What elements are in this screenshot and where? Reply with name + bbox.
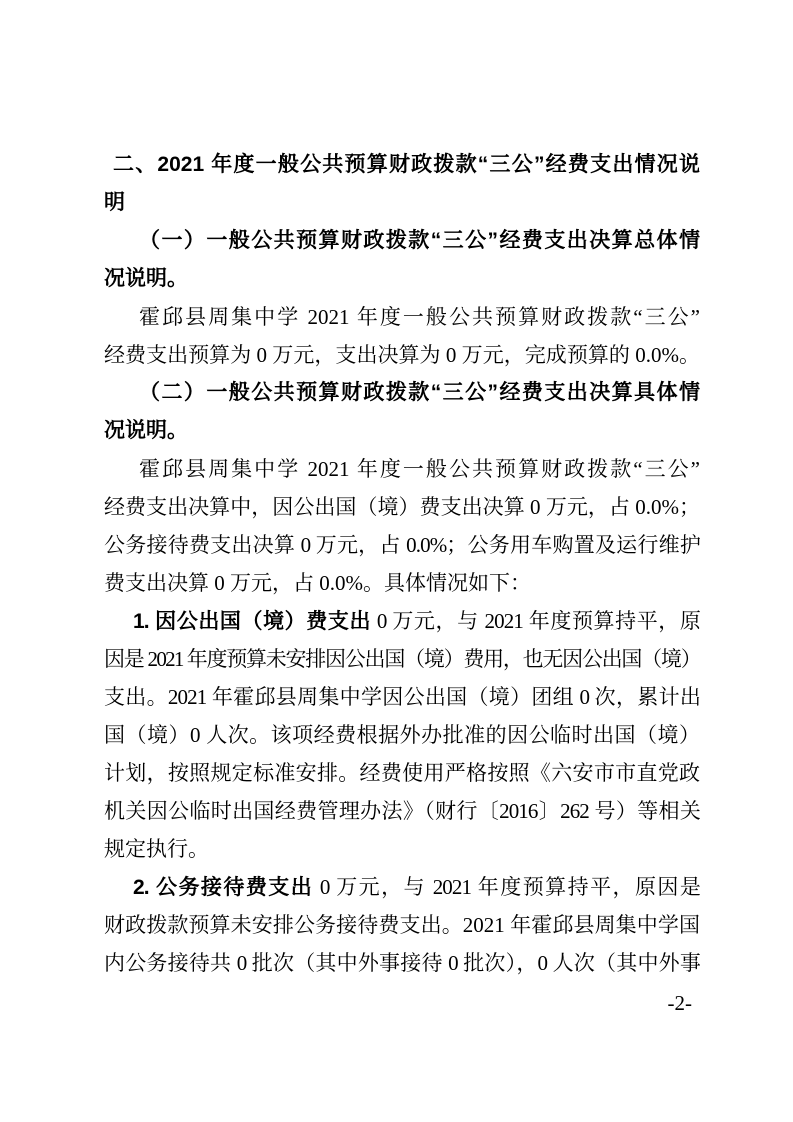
subsection-heading-line: （二）一般公共预算财政拨款“三公”经费支出决算具体情 [139,381,700,404]
numbered-item-text: 0 万元，与 2021 年度预算持平，原因是 [313,875,700,899]
body-line: 国（境）0 人次。该项经费根据外办批准的因公临时出国（境） [104,723,700,747]
document-body [104,146,700,982]
body-line: 费支出决算 0 万元，占 0.0%。具体情况如下： [104,571,531,595]
body-line: 经费支出预算为 0 万元，支出决算为 0 万元，完成预算的 0.0%。 [104,343,700,367]
page-number: -2- [667,991,692,1015]
body-line: 财政拨款预算未安排公务接待费支出。2021 年霍邱县周集中学国 [104,913,700,937]
section-heading-line: 二、2021 年度一般公共预算财政拨款“三公”经费支出情况说 [113,153,700,176]
body-line: 公务接待费支出决算 0 万元，占 0.0%；公务用车购置及运行维护 [104,533,700,557]
body-line: 规定执行。 [104,837,209,861]
numbered-item-line [104,602,700,640]
body-line: 霍邱县周集中学 2021 年度一般公共预算财政拨款“三公” [139,457,700,481]
subsection-heading-line: （一）一般公共预算财政拨款“三公”经费支出决算总体情 [139,229,700,252]
subsection-heading-line: 况说明。 [104,267,188,290]
body-line: 机关因公临时出国经费管理办法》（财行〔2016〕262 号）等相关 [104,799,700,823]
numbered-item-label: 2. 公务接待费支出 [133,876,314,899]
numbered-item-line [104,868,700,906]
body-line: 计划，按照规定标准安排。经费使用严格按照《六安市市直党政 [104,761,700,785]
body-line: 支出。2021 年霍邱县周集中学因公出国（境）团组 0 次，累计出 [104,685,700,709]
body-line: 霍邱县周集中学 2021 年度一般公共预算财政拨款“三公” [139,305,700,329]
section-heading-line: 明 [104,191,125,214]
body-line: 因是 2021 年度预算未安排因公出国（境）费用，也无因公出国（境） [104,647,700,671]
numbered-item-label: 1. 因公出国（境）费支出 [133,610,372,633]
numbered-item-text: 0 万元，与 2021 年度预算持平，原 [371,609,700,633]
body-line: 内公务接待共 0 批次（其中外事接待 0 批次），0 人次（其中外事 [104,951,700,975]
subsection-heading-line: 况说明。 [104,419,188,442]
body-line: 经费支出决算中，因公出国（境）费支出决算 0 万元，占 0.0%； [104,495,700,519]
